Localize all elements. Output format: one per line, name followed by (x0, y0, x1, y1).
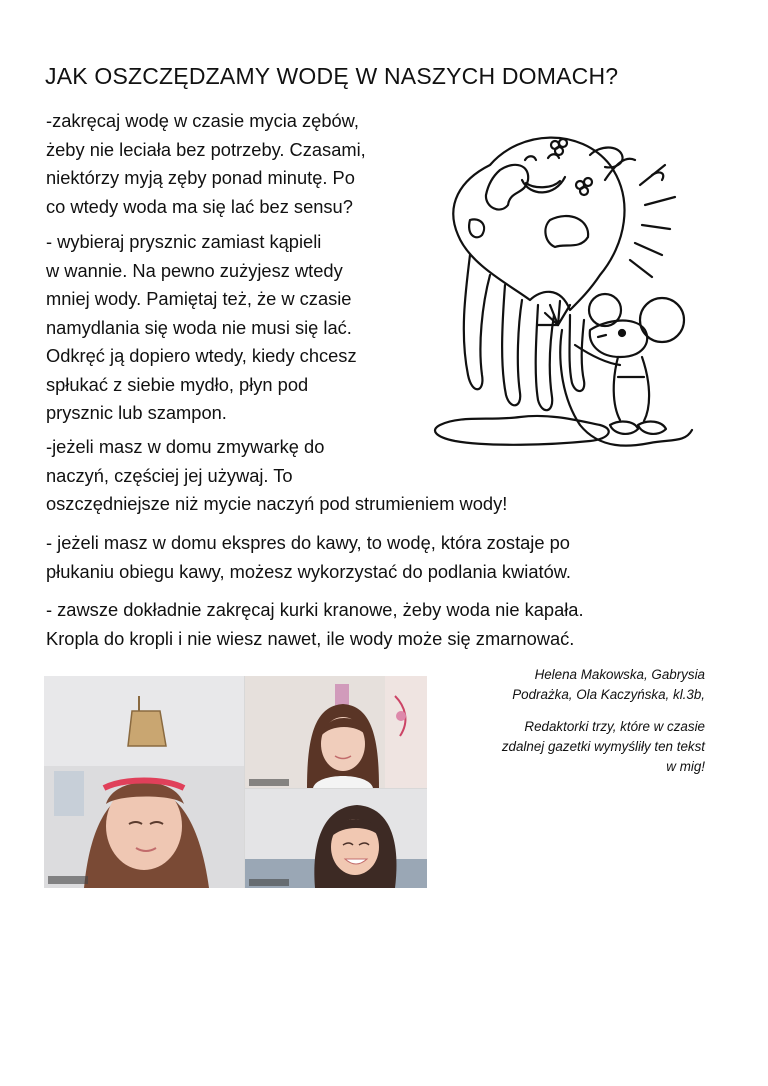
credit-line: Redaktorki trzy, które w czasie (524, 719, 705, 734)
video-tile (44, 676, 244, 888)
text-line: -zakręcaj wodę w czasie mycia zębów, (46, 110, 359, 131)
text-line: naczyń, częściej jej używaj. To (46, 464, 293, 486)
tip-paragraph (46, 596, 584, 653)
text-line: w wannie. Na pewno zużyjesz wtedy (46, 259, 343, 281)
text-line: - zawsze dokładnie zakręcaj kurki kranowe, żeby woda nie kapała. (46, 599, 584, 620)
page-title: JAK OSZCZĘDZAMY WODĘ W NASZYCH DOMACH? (45, 63, 619, 89)
credit-line: Podrażka, Ola Kaczyńska, kl.3b, (512, 687, 705, 702)
text-line: namydlania się woda nie musi się lać. (46, 316, 352, 338)
credit-line: w mig! (666, 759, 705, 774)
text-line: - wybieraj prysznic zamiast kąpieli (46, 231, 322, 252)
video-call-collage (44, 676, 427, 888)
text-line: -jeżeli masz w domu zmywarkę do (46, 436, 325, 457)
earth-and-mouse-with-hose-drawing (430, 125, 700, 470)
text-line: niektórzy myją zęby ponad minutę. Po (46, 167, 355, 188)
credits-block (425, 665, 705, 789)
text-line: żeby nie leciała bez potrzeby. Czasami, (46, 138, 366, 160)
credit-line: Helena Makowska, Gabrysia (534, 667, 705, 682)
text-line: mniej wody. Pamiętaj też, że w czasie (46, 288, 352, 309)
video-tile (245, 676, 427, 788)
credit-line: zdalnej gazetki wymyśliły ten tekst (501, 739, 705, 754)
tip-paragraph (46, 529, 571, 586)
text-line: Odkręć ją dopiero wtedy, kiedy chcesz (46, 345, 357, 366)
video-tile (245, 789, 427, 888)
text-line: co wtedy woda ma się lać bez sensu? (46, 195, 353, 217)
tip-paragraph (46, 107, 366, 221)
text-line: prysznic lub szampon. (46, 402, 227, 423)
text-line: spłukać z siebie mydło, płyn pod (46, 373, 309, 395)
text-line: Kropla do kropli i nie wiesz nawet, ile wody może się zmarnować. (46, 627, 575, 649)
credits-note (425, 717, 705, 777)
text-line: płukaniu obiegu kawy, możesz wykorzystać do podlania kwiatów. (46, 560, 572, 582)
text-line: oszczędniejsze niż mycie naczyń pod strumieniem wody! (46, 493, 508, 514)
text-line: - jeżeli masz w domu ekspres do kawy, to wodę, która zostaje po (46, 532, 570, 553)
tip-paragraph (46, 228, 357, 428)
authors (425, 665, 705, 705)
